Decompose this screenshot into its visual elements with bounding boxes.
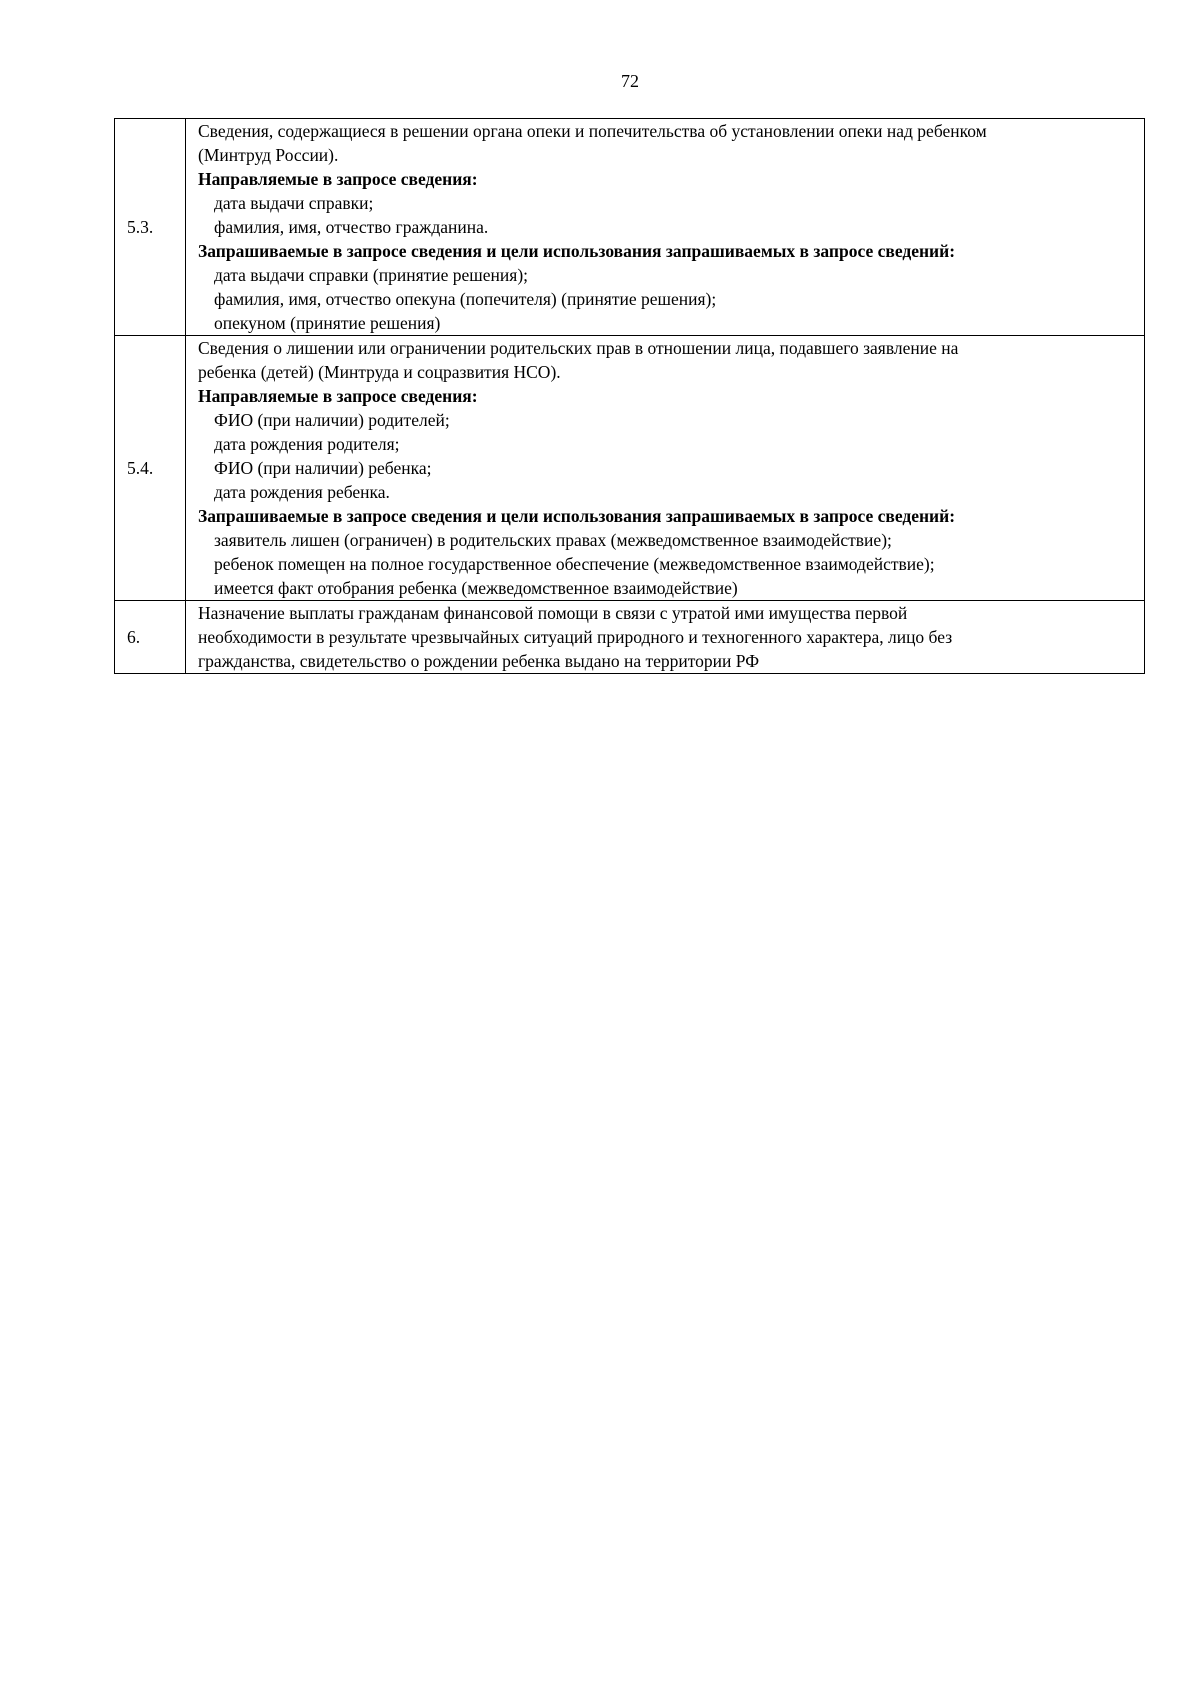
- content-line: ребенок помещен на полное государственное обеспечение (межведомственное взаимодействие);: [214, 554, 935, 574]
- content-line: дата рождения ребенка.: [214, 482, 390, 502]
- row-content-cell: [186, 601, 1145, 674]
- table-row: [115, 119, 1145, 336]
- content-line: фамилия, имя, отчество опекуна (попечителя) (принятие решения);: [214, 289, 717, 309]
- table-row: [115, 601, 1145, 674]
- table-body: [115, 119, 1145, 674]
- content-line: (Минтруд России).: [198, 145, 339, 165]
- content-line: ФИО (при наличии) ребенка;: [214, 458, 432, 478]
- content-line: Сведения о лишении или ограничении родительских прав в отношении лица, подавшего заявление на: [198, 338, 959, 358]
- row-content-cell: [186, 119, 1145, 336]
- document-table: [114, 118, 1145, 674]
- content-line: ребенка (детей) (Минтруда и соцразвития НСО).: [198, 362, 561, 382]
- content-line: дата выдачи справки (принятие решения);: [214, 265, 529, 285]
- content-line: дата рождения родителя;: [214, 434, 400, 454]
- row-number-cell: [115, 336, 186, 601]
- content-line: дата выдачи справки;: [214, 193, 374, 213]
- content-line: Сведения, содержащиеся в решении органа опеки и попечительства об установлении опеки над ребенком: [198, 121, 987, 141]
- content-line: фамилия, имя, отчество гражданина.: [214, 217, 489, 237]
- content-line: заявитель лишен (ограничен) в родительских правах (межведомственное взаимодействие);: [214, 530, 892, 550]
- table-row: [115, 336, 1145, 601]
- row-number: 5.4.: [127, 458, 154, 478]
- section-heading: Направляемые в запросе сведения:: [198, 386, 478, 406]
- row-content-cell: [186, 336, 1145, 601]
- section-heading: Запрашиваемые в запросе сведения и цели использования запрашиваемых в запросе сведений:: [198, 506, 956, 526]
- section-heading: Направляемые в запросе сведения:: [198, 169, 478, 189]
- row-number-cell: [115, 119, 186, 336]
- row-number: 6.: [127, 627, 141, 647]
- content-line: ФИО (при наличии) родителей;: [214, 410, 450, 430]
- content-line: Назначение выплаты гражданам финансовой помощи в связи с утратой ими имущества первой: [198, 603, 908, 623]
- page-number: 72: [621, 71, 639, 91]
- row-number: 5.3.: [127, 217, 154, 237]
- content-line: необходимости в результате чрезвычайных ситуаций природного и техногенного характера, лицо без: [198, 627, 953, 647]
- row-number-cell: [115, 601, 186, 674]
- content-line: имеется факт отобрания ребенка (межведомственное взаимодействие): [214, 578, 738, 598]
- section-heading: Запрашиваемые в запросе сведения и цели использования запрашиваемых в запросе сведений:: [198, 241, 956, 261]
- content-line: опекуном (принятие решения): [214, 313, 441, 333]
- content-line: гражданства, свидетельство о рождении ребенка выдано на территории РФ: [198, 651, 760, 671]
